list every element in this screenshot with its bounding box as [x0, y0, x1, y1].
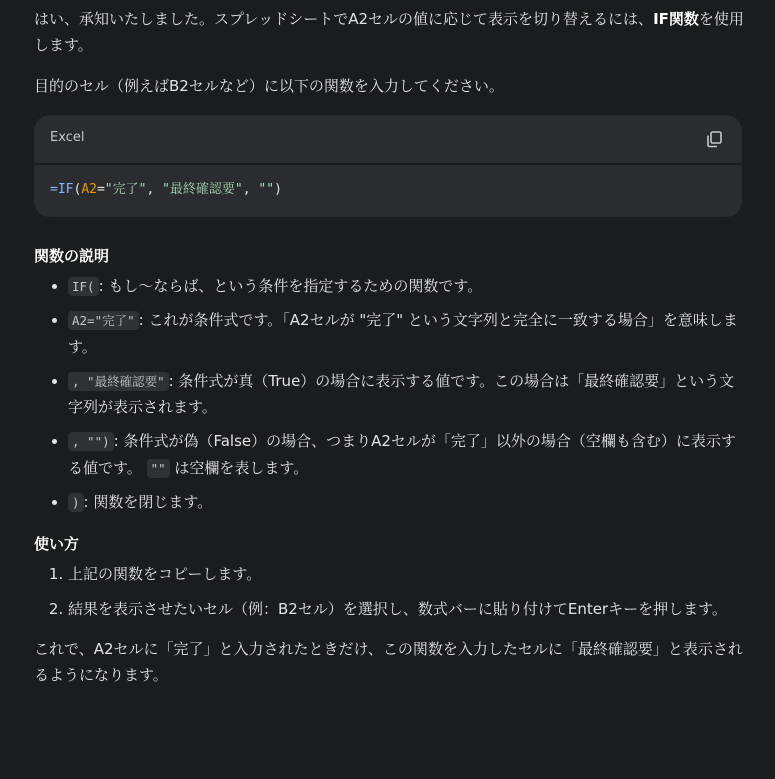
closing-paragraph: これで、A2セルに「完了」と入力されたときだけ、この関数を入力したセルに「最終確認要」と表示されるようになります。	[34, 639, 743, 684]
code-content[interactable]	[34, 165, 742, 217]
inline-code: , "")	[68, 432, 114, 451]
explain-list	[34, 273, 744, 515]
inline-code: )	[68, 493, 84, 512]
code-token-str1: "完了"	[104, 182, 147, 198]
inline-code: A2="完了"	[68, 311, 139, 330]
step-item: 1. 上記の関数をコピーします。	[68, 561, 744, 587]
inline-code: ""	[147, 459, 170, 478]
code-token-ref: A2	[81, 182, 97, 198]
response-content	[34, 6, 744, 688]
code-token-eq2: =	[96, 182, 105, 198]
intro-bold: IF関数	[653, 10, 699, 28]
list-item-text: : 条件式が偽（False）の場合、つまりA2セルが「完了」以外の場合（空欄も含む）に表示する値です。	[68, 432, 736, 477]
code-token-open: (	[73, 182, 82, 198]
intro-text-end: を使用します。	[34, 10, 744, 55]
list-item	[68, 368, 744, 421]
list-item	[68, 273, 744, 299]
instruction-paragraph: 目的のセル（例えばB2セルなど）に以下の関数を入力してください。	[34, 76, 504, 95]
code-block	[34, 115, 742, 217]
code-token-str3: ""	[258, 182, 275, 198]
code-token-comma2: ,	[242, 182, 259, 198]
intro-text: はい、承知いたしました。スプレッドシートでA2セルの値に応じて表示を切り替えるには、	[34, 10, 654, 28]
copy-icon[interactable]	[702, 127, 726, 151]
list-item	[68, 428, 744, 481]
inline-code: IF(	[68, 277, 99, 296]
list-item-text: : これが条件式です。「A2セルが "完了" という文字列と完全に一致する場合」を意味します。	[68, 311, 738, 356]
list-item	[68, 307, 744, 360]
usage-steps	[34, 561, 744, 622]
code-language-label: Excel	[50, 130, 85, 146]
list-item-text: : 条件式が真（True）の場合に表示する値です。この場合は「最終確認要」という文字列が表示されます。	[68, 371, 735, 416]
list-item	[68, 489, 744, 515]
code-token-close: )	[274, 182, 282, 198]
inline-code: , "最終確認要"	[68, 372, 169, 391]
step-item: 2. 結果を表示させたいセル（例：B2セル）を選択し、数式バーに貼り付けてEnterキーを押します。	[68, 596, 744, 622]
intro-paragraph	[34, 6, 744, 59]
list-item-text: は空欄を表します。	[169, 458, 309, 477]
explain-heading: 関数の説明	[34, 246, 110, 265]
code-token-fn: IF	[57, 182, 74, 198]
code-token-str2: "最終確認要"	[162, 182, 243, 198]
list-item-text: : 関数を閉じます。	[83, 492, 213, 511]
list-item-text: : もし〜ならば、という条件を指定するための関数です。	[98, 277, 483, 295]
code-token-eq: =	[50, 182, 58, 198]
code-token-comma1: ,	[146, 182, 163, 198]
code-header	[34, 115, 742, 163]
usage-heading: 使い方	[34, 535, 80, 553]
